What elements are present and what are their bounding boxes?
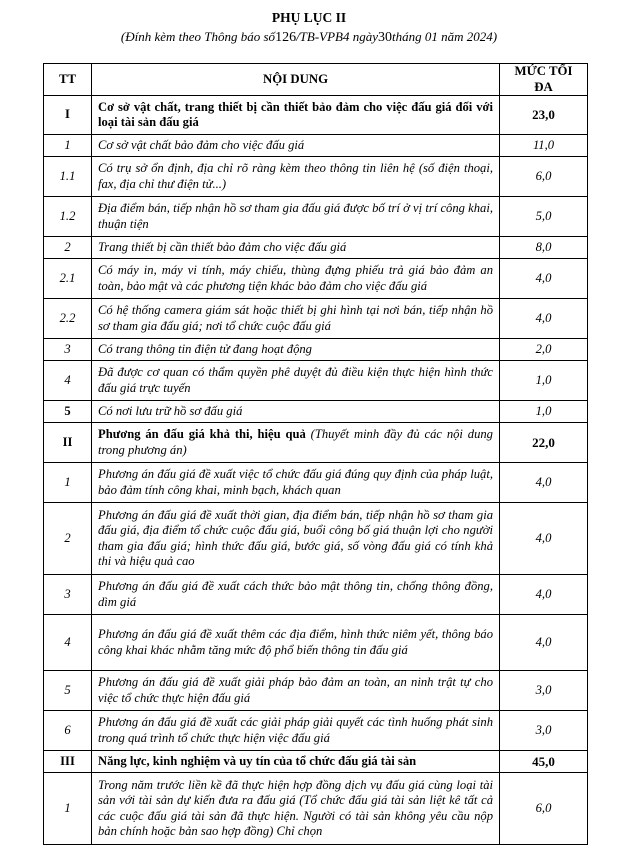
appendix-subtitle: [0, 29, 618, 46]
row-max: 5,0: [500, 197, 588, 237]
row-content: Có nơi lưu trữ hồ sơ đấu giá: [92, 401, 500, 423]
table-row: [44, 135, 588, 157]
row-tt: 1.2: [44, 197, 92, 237]
subtitle-prefix: (Đính kèm theo Thông báo số: [120, 29, 276, 44]
row-max: 4,0: [500, 575, 588, 615]
header-tt: TT: [44, 64, 92, 96]
row-tt: 3: [44, 339, 92, 361]
row-max: 2,0: [500, 339, 588, 361]
row-content: Phương án đấu giá đề xuất việc tổ chức đấu giá đúng quy định của pháp luật, bảo đảm tính công khai, minh bạch, khách quan: [92, 463, 500, 503]
row-max: 11,0: [500, 135, 588, 157]
document-day: 30: [378, 30, 393, 45]
row-tt: 4: [44, 361, 92, 401]
row-max: 45,0: [500, 751, 588, 773]
header-content: NỘI DUNG: [92, 64, 500, 96]
row-content: Phương án đấu giá đề xuất thời gian, địa điểm bán, tiếp nhận hồ sơ tham gia đấu giá, địa điểm tổ chức cuộc đấu giá, buổi công bố giá thuận lợi cho người tham gia đấu giá; hình thức đấu giá, bước giá, số vòng đấu giá có tính khả thi và hiệu quả cao: [92, 503, 500, 575]
table-row: [44, 671, 588, 711]
table-row: [44, 423, 588, 463]
criteria-table: [43, 63, 588, 845]
row-content: Có hệ thống camera giám sát hoặc thiết bị ghi hình tại nơi bán, tiếp nhận hồ sơ tham gia đấu giá; nơi tổ chức cuộc đấu giá: [92, 299, 500, 339]
row-tt: 2.2: [44, 299, 92, 339]
header-max: MỨC TỐI ĐA: [500, 64, 588, 96]
table-row: [44, 463, 588, 503]
row-tt: 1: [44, 463, 92, 503]
row-tt: 2.1: [44, 259, 92, 299]
row-content: Phương án đấu giá đề xuất các giải pháp giải quyết các tình huống phát sinh trong quá trình tổ chức thực hiện việc đấu giá: [92, 711, 500, 751]
row-content: Cơ sở vật chất bảo đảm cho việc đấu giá: [92, 135, 500, 157]
row-tt: I: [44, 96, 92, 135]
table-row: [44, 575, 588, 615]
row-content: Phương án đấu giá đề xuất giải pháp bảo đảm an toàn, an ninh trật tự cho việc tổ chức thực hiện đấu giá: [92, 671, 500, 711]
row-content: Trang thiết bị cần thiết bảo đảm cho việc đấu giá: [92, 237, 500, 259]
table-row: [44, 503, 588, 575]
row-max: 4,0: [500, 299, 588, 339]
row-max: 8,0: [500, 237, 588, 259]
row-content: Địa điểm bán, tiếp nhận hồ sơ tham gia đấu giá được bố trí ở vị trí công khai, thuận tiện: [92, 197, 500, 237]
table-row: [44, 711, 588, 751]
row-tt: 1: [44, 135, 92, 157]
table-row: [44, 237, 588, 259]
row-tt: 5: [44, 671, 92, 711]
table-header-row: [44, 64, 588, 96]
row-content: [92, 423, 500, 463]
row-tt: 3: [44, 575, 92, 615]
row-tt: II: [44, 423, 92, 463]
row-tt: 2: [44, 503, 92, 575]
table-row: [44, 339, 588, 361]
table-row: [44, 361, 588, 401]
row-tt: 1: [44, 773, 92, 845]
table-row: [44, 751, 588, 773]
row-content: Đã được cơ quan có thẩm quyền phê duyệt đủ điều kiện thực hiện hình thức đấu giá trực tuyến: [92, 361, 500, 401]
subtitle-middle: /TB-VPB4 ngày: [296, 29, 379, 44]
table-row: [44, 401, 588, 423]
row-content: Có máy in, máy vi tính, máy chiếu, thùng đựng phiếu trả giá bảo đảm an toàn, bảo mật và các phương tiện khác bảo đảm cho việc đấu giá: [92, 259, 500, 299]
row-content: Phương án đấu giá đề xuất thêm các địa điểm, hình thức niêm yết, thông báo công khai khác nhằm tăng mức độ phổ biến thông tin đấu giá: [92, 615, 500, 671]
row-max: 22,0: [500, 423, 588, 463]
row-tt: 4: [44, 615, 92, 671]
table-row: [44, 157, 588, 197]
row-max: 23,0: [500, 96, 588, 135]
row-content-title: Phương án đấu giá khả thi, hiệu quả: [98, 427, 306, 441]
document-number: 126: [275, 30, 297, 45]
row-tt: 6: [44, 711, 92, 751]
row-tt: 2: [44, 237, 92, 259]
row-content: Phương án đấu giá đề xuất cách thức bảo mật thông tin, chống thông đồng, dìm giá: [92, 575, 500, 615]
row-max: 1,0: [500, 361, 588, 401]
row-max: 4,0: [500, 615, 588, 671]
row-content-note: (Thuyết minh đầy đủ các nội dung trong phương án): [98, 427, 493, 457]
row-content: Cơ sở vật chất, trang thiết bị cần thiết bảo đảm cho việc đấu giá đối với loại tài sản đấu giá: [92, 96, 500, 135]
row-max: 3,0: [500, 671, 588, 711]
row-tt: 5: [44, 401, 92, 423]
row-max: 1,0: [500, 401, 588, 423]
table-row: [44, 773, 588, 845]
table-row: [44, 197, 588, 237]
row-max: 4,0: [500, 503, 588, 575]
row-max: 3,0: [500, 711, 588, 751]
row-max: 6,0: [500, 157, 588, 197]
row-tt: 1.1: [44, 157, 92, 197]
row-tt: III: [44, 751, 92, 773]
row-content: Có trang thông tin điện tử đang hoạt động: [92, 339, 500, 361]
table-row: [44, 259, 588, 299]
table-row: [44, 96, 588, 135]
row-max: 4,0: [500, 259, 588, 299]
row-content: Năng lực, kinh nghiệm và uy tín của tổ chức đấu giá tài sản: [92, 751, 500, 773]
subtitle-suffix: tháng 01 năm 2024): [392, 29, 498, 44]
row-max: 6,0: [500, 773, 588, 845]
table-row: [44, 299, 588, 339]
row-content: Trong năm trước liền kề đã thực hiện hợp đồng dịch vụ đấu giá cùng loại tài sản với tài sản dự kiến đưa ra đấu giá (Tổ chức đấu giá tài sản liệt kê tất cả các cuộc đấu giá tài sản đã thực hiện. Người có tài sản không yêu cầu nộp bản chính hoặc bản sao hợp đồng) Chỉ chọn: [92, 773, 500, 845]
appendix-title: PHỤ LỤC II: [271, 10, 347, 25]
row-max: 4,0: [500, 463, 588, 503]
row-content: Có trụ sở ổn định, địa chỉ rõ ràng kèm theo thông tin liên hệ (số điện thoại, fax, địa chỉ thư điện tử...): [92, 157, 500, 197]
table-row: [44, 615, 588, 671]
